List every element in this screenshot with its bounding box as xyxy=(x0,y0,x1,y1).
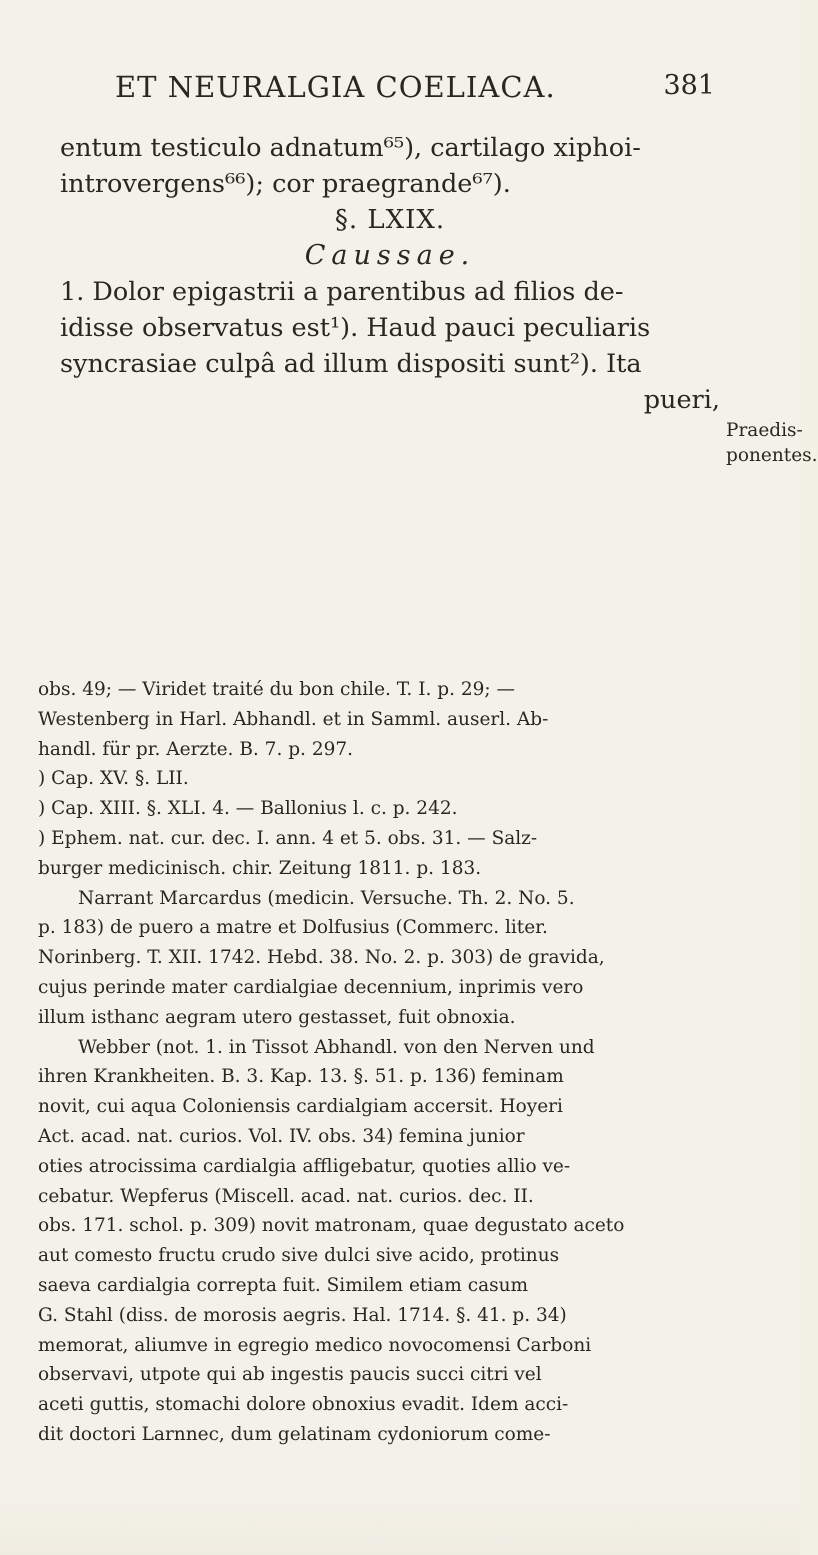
footnote-line: cujus perinde mater cardialgiae decennium, inprimis vero xyxy=(38,976,584,998)
footnote-line: aceti guttis, stomachi dolore obnoxius evadit. Idem acci- xyxy=(38,1394,569,1416)
margin-note-line: ponentes. xyxy=(726,445,818,466)
page-edge-shadow xyxy=(0,1500,800,1555)
running-title: ET NEURALGIA COELIACA. xyxy=(115,70,556,104)
footnote-line: ) Cap. XV. §. LII. xyxy=(38,768,189,790)
section-title: Caussae. xyxy=(304,240,476,271)
page-header xyxy=(115,70,715,110)
margin-note-line: Praedis- xyxy=(726,420,803,441)
footnote-line: G. Stahl (diss. de morosis aegris. Hal. 1714. §. 41. p. 34) xyxy=(38,1304,567,1326)
footnote-line: ) Cap. XIII. §. XLI. 4. — Ballonius l. c. p. 242. xyxy=(38,798,458,820)
footnote-line: Narrant Marcardus (medicin. Versuche. Th. 2. No. 5. xyxy=(78,887,575,909)
footnote-line: novit, cui aqua Coloniensis cardialgiam accersit. Hoyeri xyxy=(38,1096,563,1118)
footnote-line: cebatur. Wepferus (Miscell. acad. nat. curios. dec. II. xyxy=(38,1185,534,1207)
footnote-line: illum isthanc aegram utero gestasset, fuit obnoxia. xyxy=(38,1006,516,1028)
section-number: §. LXIX. xyxy=(334,205,446,235)
text-line: idisse observatus est¹). Haud pauci peculiaris xyxy=(60,313,651,343)
footnote-line: observavi, utpote qui ab ingestis paucis succi citri vel xyxy=(38,1364,542,1386)
footnote-line: aut comesto fructu crudo sive dulci sive acido, protinus xyxy=(38,1245,560,1267)
footnote-line: oties atrocissima cardialgia affligebatur, quoties allio ve- xyxy=(38,1155,571,1177)
footnote-line: Act. acad. nat. curios. Vol. IV. obs. 34) femina junior xyxy=(38,1125,525,1147)
text-line: syncrasiae culpâ ad illum dispositi sunt²). Ita xyxy=(60,349,642,379)
footnote-line: dit doctori Larnnec, dum gelatinam cydoniorum come- xyxy=(38,1423,551,1445)
main-text xyxy=(60,130,720,418)
footnote-line: saeva cardialgia correpta fuit. Similem etiam casum xyxy=(38,1274,529,1296)
text-line: introvergens⁶⁶); cor praegrande⁶⁷). xyxy=(60,169,511,199)
footnote-line: p. 183) de puero a matre et Dolfusius (Commerc. liter. xyxy=(38,917,548,939)
footnote-line: obs. 49; — Viridet traité du bon chile. T. I. p. 29; — xyxy=(38,679,516,700)
page-number: 381 xyxy=(663,70,715,101)
footnote-line: handl. für pr. Aerzte. B. 7. p. 297. xyxy=(38,738,354,760)
footnote-line: memorat, aliumve in egregio medico novocomensi Carboni xyxy=(38,1334,592,1356)
footnote-line: obs. 171. schol. p. 309) novit matronam, quae degustato aceto xyxy=(38,1215,625,1237)
footnote-line: Webber (not. 1. in Tissot Abhandl. von den Nerven und xyxy=(78,1036,595,1058)
text-line: 1. Dolor epigastrii a parentibus ad filios de- xyxy=(60,277,624,307)
footnote-line: ihren Krankheiten. B. 3. Kap. 13. §. 51. p. 136) feminam xyxy=(38,1066,564,1088)
text-line: pueri, xyxy=(643,385,720,415)
footnotes xyxy=(38,675,764,1450)
text-line: entum testiculo adnatum⁶⁵), cartilago xiphoi- xyxy=(60,133,641,163)
footnote-line: burger medicinisch. chir. Zeitung 1811. p. 183. xyxy=(38,857,482,879)
footnote-line: Norinberg. T. XII. 1742. Hebd. 38. No. 2. p. 303) de gravida, xyxy=(38,947,605,969)
footnote-line: Westenberg in Harl. Abhandl. et in Samml. auserl. Ab- xyxy=(38,708,549,730)
margin-note xyxy=(726,418,818,468)
footnote-line: ) Ephem. nat. cur. dec. I. ann. 4 et 5. obs. 31. — Salz- xyxy=(38,827,538,849)
